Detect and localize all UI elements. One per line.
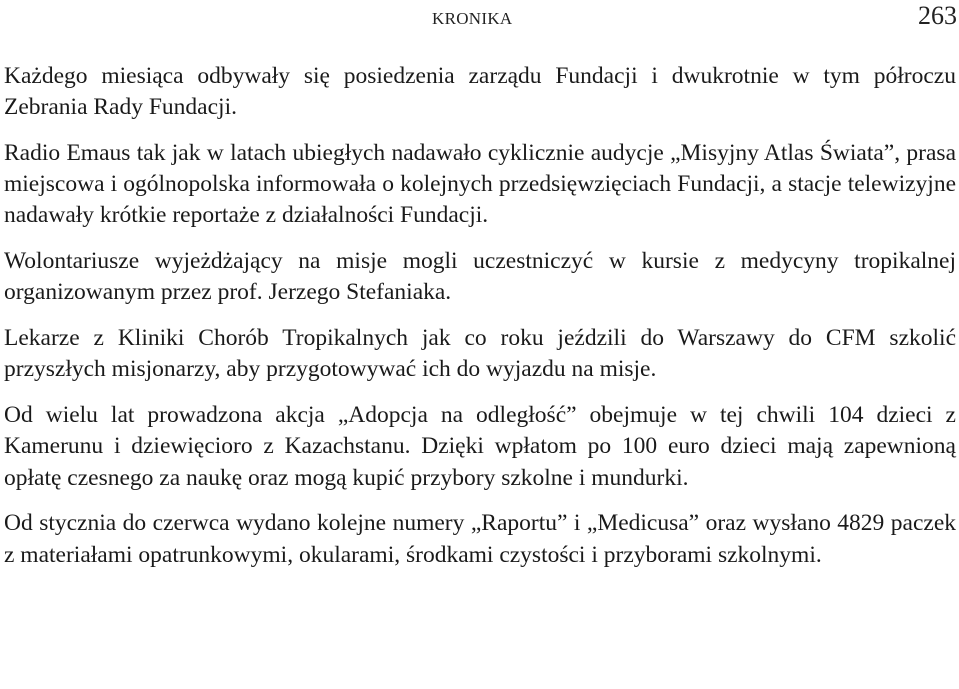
paragraph-doctors-training: Lekarze z Kliniki Chorób Tropikalnych jak co roku jeździli do Warszawy do CFM szkolić przyszłych misjonarzy, aby przygotowywać ich do wyjazdu na misje. (4, 325, 956, 383)
paragraph-adoption-campaign: Od wielu lat prowadzona akcja „Adopcja na odległość” obejmuje w tej chwili 104 dzieci z Kamerunu i dziewięcioro z Kazachstanu. Dzięki wpłatom po 100 euro dzieci mają zapewnioną opłatę czesnego za naukę oraz mogą kupić przybory szkolne i mundurki. (4, 402, 956, 491)
paragraph-board-meetings: Każdego miesiąca odbywały się posiedzenia zarządu Fundacji i dwukrotnie w tym półroczu Zebrania Rady Fundacji. (4, 63, 956, 121)
paragraph-media-coverage: Radio Emaus tak jak w latach ubiegłych nadawało cyklicznie audycje „Misyjny Atlas Świata”, prasa miejscowa i ogólnopolska informowała o kolejnych przedsięwzięciach Fundacji, a stacje telewizyjne nadawały krótkie reportaże z działalności Fundacji. (4, 140, 956, 229)
running-head (0, 0, 959, 40)
page-number: 263 (918, 1, 957, 30)
section-title: KRONIKA (432, 9, 513, 28)
chronicle-body (4, 61, 956, 571)
paragraph-shipments: Od stycznia do czerwca wydano kolejne numery „Raportu” i „Medicusa” oraz wysłano 4829 paczek z materiałami opatrunkowymi, okularami, środkami czystości i przyborami szkolnymi. (4, 510, 956, 568)
paragraph-volunteer-course: Wolontariusze wyjeżdżający na misje mogli uczestniczyć w kursie z medycyny tropikalnej organizowanym przez prof. Jerzego Stefaniaka. (4, 248, 956, 306)
